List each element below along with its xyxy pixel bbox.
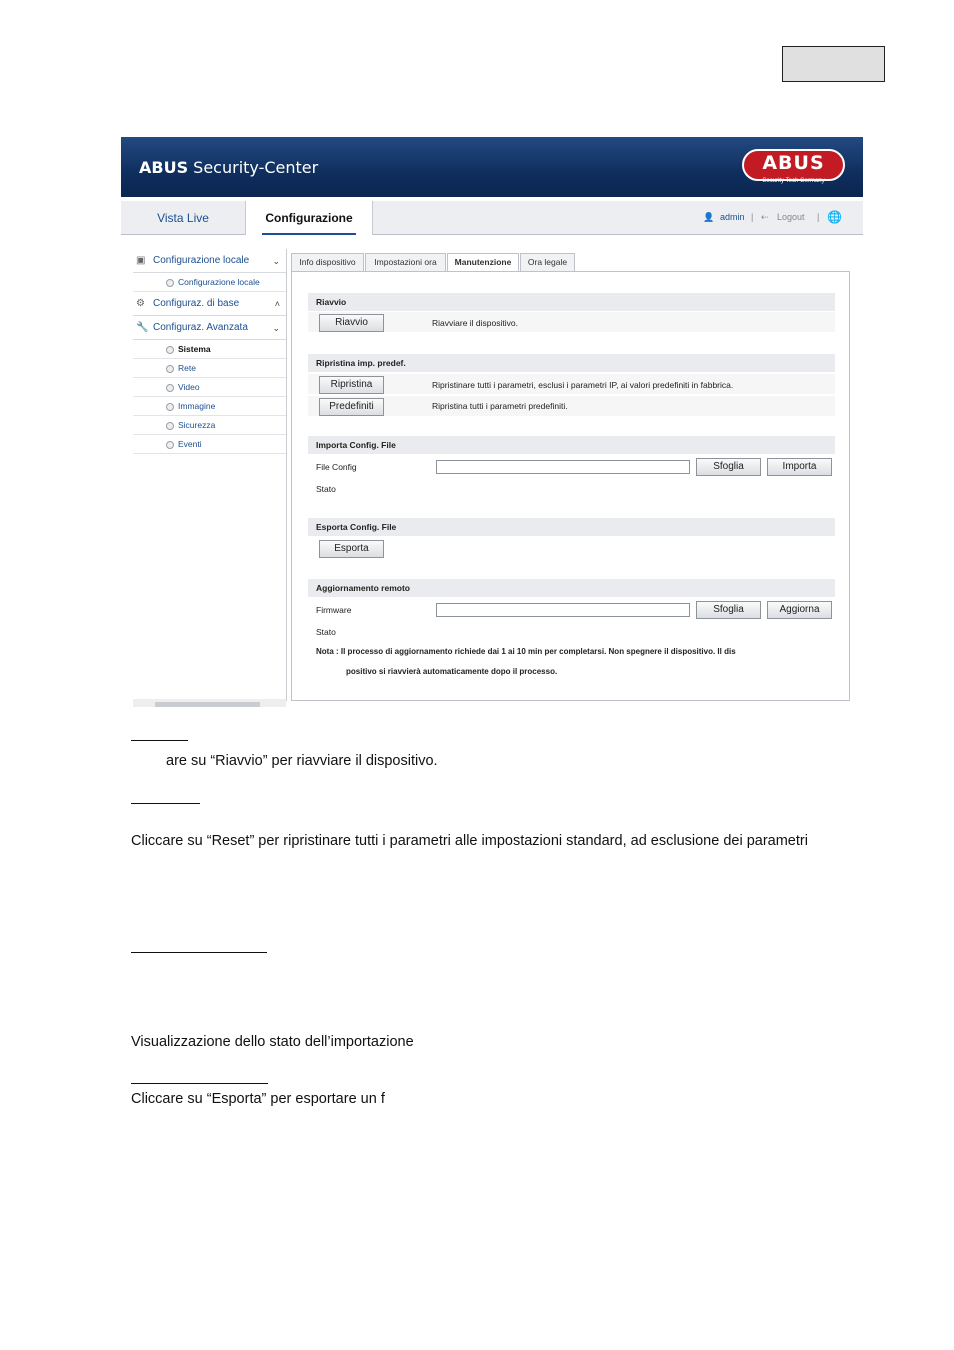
page-number-box (782, 46, 885, 82)
monitor-icon: ▣ (136, 255, 146, 266)
doc-import-status-text: Visualizzazione dello stato dell’importazione (131, 1034, 414, 1050)
logout-link[interactable]: Logout (777, 212, 805, 222)
section-upgrade-title: Aggiornamento remoto (308, 579, 835, 597)
tab-maintenance[interactable]: Manutenzione (447, 253, 519, 272)
config-file-input[interactable] (436, 460, 690, 474)
sidebar-group-local-config[interactable]: ▣ Configurazione locale ⌄ (133, 249, 286, 273)
globe-icon[interactable]: 🌐 (827, 210, 842, 224)
reboot-description: Riavviare il dispositivo. (432, 318, 518, 328)
tab-time-settings[interactable]: Impostazioni ora (365, 253, 446, 271)
maintenance-panel (291, 271, 850, 701)
config-file-label: File Config (316, 462, 357, 472)
sidebar-item-security[interactable]: Sicurezza (133, 416, 286, 435)
heading-underline (131, 740, 188, 741)
import-button[interactable]: Importa (767, 458, 832, 476)
heading-underline (131, 803, 200, 804)
upgrade-note-line1: Nota : Il processo di aggiornamento richiede dai 1 ai 10 min per completarsi. Non spegnere il dispositivo. Il dis (316, 647, 736, 656)
default-button[interactable]: Predefiniti (319, 398, 384, 416)
import-browse-button[interactable]: Sfoglia (696, 458, 761, 476)
main-nav: Vista Live Configurazione 👤 admin | ⇠ Logout | 🌐 (121, 201, 863, 235)
sidebar-item-system[interactable]: Sistema (133, 340, 286, 359)
section-export-title: Esporta Config. File (308, 518, 835, 536)
user-icon: 👤 (703, 212, 715, 222)
upgrade-browse-button[interactable]: Sfoglia (696, 601, 761, 619)
sidebar-item-network[interactable]: Rete (133, 359, 286, 378)
firmware-label: Firmware (316, 605, 352, 615)
user-link[interactable]: admin (720, 212, 745, 222)
sidebar-group-advanced-config[interactable]: 🔧 Configuraz. Avanzata ⌄ (133, 316, 286, 340)
section-restore-title: Ripristina imp. predef. (308, 354, 835, 372)
sidebar-scrollbar[interactable] (133, 699, 286, 707)
firmware-input[interactable] (436, 603, 690, 617)
gear-icon: ⚙ (136, 298, 145, 309)
restore-button[interactable]: Ripristina (319, 376, 384, 394)
heading-underline (131, 952, 267, 953)
chevron-up-icon: ˄ (274, 299, 280, 309)
heading-underline (131, 1083, 268, 1084)
sidebar (133, 249, 286, 454)
tab-device-info[interactable]: Info dispositivo (291, 253, 364, 271)
logout-icon: ⇠ (761, 212, 769, 222)
logo-tagline: Security Tech Germany (762, 178, 825, 184)
sidebar-group-basic-config[interactable]: ⚙ Configuraz. di base ˄ (133, 292, 286, 316)
sidebar-item-local-config[interactable]: Configurazione locale (133, 273, 286, 292)
upgrade-note-line2: positivo si riavvierà automaticamente dopo il processo. (346, 667, 558, 676)
export-button[interactable]: Esporta (319, 540, 384, 558)
import-status-label: Stato (316, 484, 336, 494)
section-reboot-title: Riavvio (308, 293, 835, 311)
wrench-icon: 🔧 (136, 322, 149, 333)
doc-reset-text: Cliccare su “Reset” per ripristinare tutti i parametri alle impostazioni standard, ad esclusione dei parametri (131, 833, 808, 849)
doc-reboot-text: are su “Riavvio” per riavviare il dispositivo. (166, 753, 438, 769)
tab-configuration[interactable]: Configurazione (245, 201, 373, 235)
app-title: ABUS Security-Center (139, 158, 319, 177)
sidebar-item-events[interactable]: Eventi (133, 435, 286, 454)
tab-live-view[interactable]: Vista Live (157, 211, 209, 225)
abus-logo: ABUS (742, 149, 845, 181)
chevron-down-icon: ⌄ (272, 256, 280, 266)
tab-dst[interactable]: Ora legale (520, 253, 575, 271)
app-window (121, 137, 863, 707)
default-description: Ripristina tutti i parametri predefiniti. (432, 401, 568, 411)
reboot-button[interactable]: Riavvio (319, 314, 384, 332)
app-header (121, 137, 863, 197)
sidebar-item-video[interactable]: Video (133, 378, 286, 397)
sidebar-item-image[interactable]: Immagine (133, 397, 286, 416)
chevron-down-icon: ⌄ (272, 323, 280, 333)
restore-description: Ripristinare tutti i parametri, esclusi i parametri IP, ai valori predefiniti in fabbrica. (432, 380, 734, 390)
sidebar-divider (286, 249, 287, 701)
upgrade-button[interactable]: Aggiorna (767, 601, 832, 619)
section-import-title: Importa Config. File (308, 436, 835, 454)
doc-export-text: Cliccare su “Esporta” per esportare un f (131, 1091, 385, 1107)
upgrade-status-label: Stato (316, 627, 336, 637)
